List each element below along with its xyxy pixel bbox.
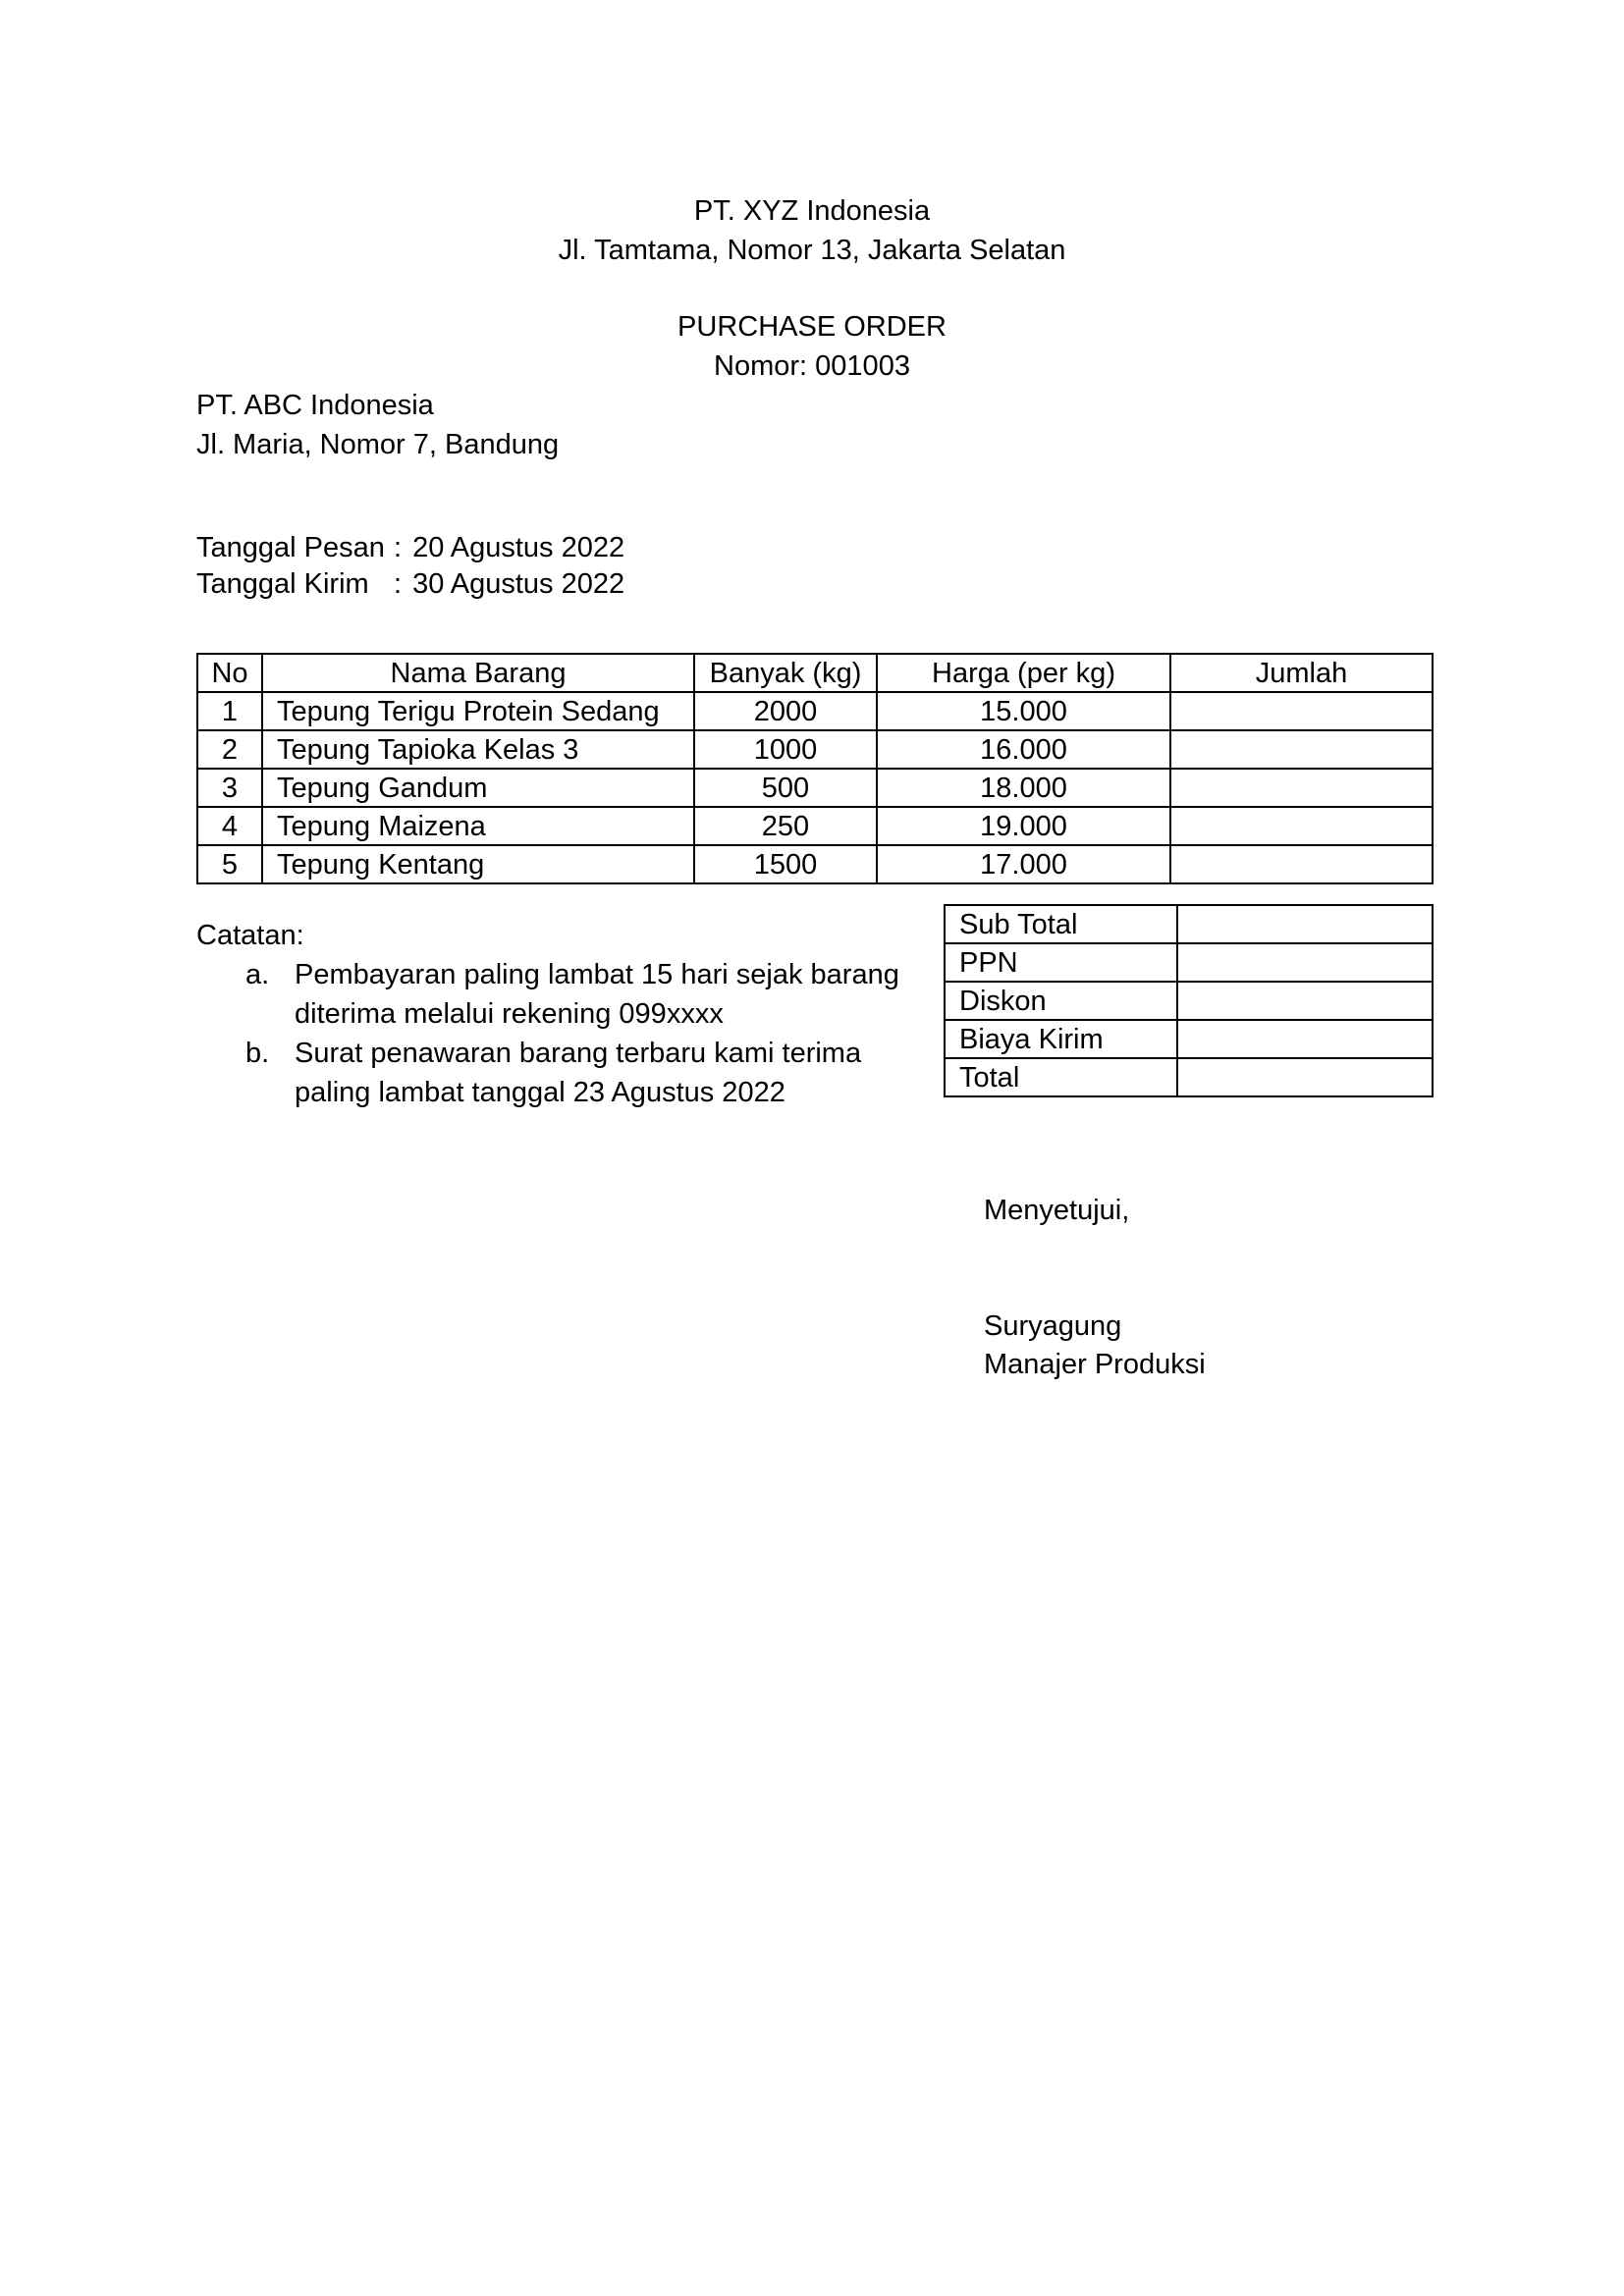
- note-marker: b.: [245, 1038, 270, 1069]
- items-cell-name: Tepung Kentang: [262, 845, 694, 883]
- items-table: [196, 653, 1434, 884]
- items-column-header: Banyak (kg): [694, 654, 877, 692]
- document-title: PURCHASE ORDER: [677, 311, 947, 343]
- items-cell-qty: 1500: [694, 845, 877, 883]
- signature-closing: Menyetujui,: [984, 1195, 1130, 1226]
- note-item: [245, 955, 903, 1034]
- date-row: [196, 530, 624, 566]
- items-column-header: No: [197, 654, 262, 692]
- document-title-block: [0, 307, 1624, 386]
- items-cell-name: Tepung Tapioka Kelas 3: [262, 730, 694, 769]
- items-table-row: [197, 807, 1433, 845]
- items-table-row: [197, 845, 1433, 883]
- summary-table-body: [945, 905, 1433, 1096]
- items-cell-total: [1170, 692, 1433, 730]
- items-cell-no: 3: [197, 769, 262, 807]
- summary-label: Diskon: [945, 982, 1177, 1020]
- summary-label: PPN: [945, 943, 1177, 982]
- items-cell-total: [1170, 769, 1433, 807]
- notes-list: [196, 955, 903, 1112]
- date-label: Tanggal Pesan: [196, 532, 385, 563]
- items-cell-name: Tepung Maizena: [262, 807, 694, 845]
- note-text-line: Surat penawaran barang terbaru kami terima: [295, 1038, 862, 1069]
- items-cell-name: Tepung Terigu Protein Sedang: [262, 692, 694, 730]
- items-table-row: [197, 769, 1433, 807]
- dates-block: [196, 530, 624, 603]
- summary-row: [945, 1058, 1433, 1096]
- note-text: [295, 955, 903, 1034]
- supplier-address: Jl. Maria, Nomor 7, Bandung: [196, 429, 560, 460]
- summary-value: [1177, 943, 1433, 982]
- note-text-line: Pembayaran paling lambat 15 hari sejak barang: [295, 959, 899, 990]
- notes-title: Catatan:: [196, 920, 304, 951]
- supplier-name: PT. ABC Indonesia: [196, 390, 434, 421]
- date-separator: :: [394, 568, 403, 600]
- summary-label: Sub Total: [945, 905, 1177, 943]
- items-cell-total: [1170, 730, 1433, 769]
- items-column-header: Jumlah: [1170, 654, 1433, 692]
- items-cell-no: 4: [197, 807, 262, 845]
- date-value: 30 Agustus 2022: [412, 568, 625, 600]
- summary-row: [945, 905, 1433, 943]
- items-cell-no: 1: [197, 692, 262, 730]
- note-marker: a.: [245, 959, 270, 990]
- items-header-row: [197, 654, 1433, 692]
- items-table-row: [197, 692, 1433, 730]
- items-cell-price: 18.000: [877, 769, 1170, 807]
- summary-value: [1177, 1020, 1433, 1058]
- date-label: Tanggal Kirim: [196, 568, 369, 600]
- company-header: [0, 191, 1624, 270]
- summary-label: Biaya Kirim: [945, 1020, 1177, 1058]
- items-table-body: [197, 692, 1433, 883]
- items-cell-qty: 2000: [694, 692, 877, 730]
- summary-row: [945, 943, 1433, 982]
- date-separator: :: [394, 532, 403, 563]
- items-cell-price: 15.000: [877, 692, 1170, 730]
- items-cell-qty: 500: [694, 769, 877, 807]
- summary-row: [945, 1020, 1433, 1058]
- summary-table: [944, 904, 1434, 1097]
- company-name: PT. XYZ Indonesia: [693, 195, 931, 227]
- items-cell-qty: 1000: [694, 730, 877, 769]
- items-cell-price: 19.000: [877, 807, 1170, 845]
- signature-block: [984, 1308, 1206, 1384]
- items-column-header: Harga (per kg): [877, 654, 1170, 692]
- signature-title: Manajer Produksi: [984, 1349, 1206, 1380]
- signature-name: Suryagung: [984, 1310, 1122, 1342]
- items-cell-no: 2: [197, 730, 262, 769]
- notes-block: [196, 916, 903, 1112]
- note-text: [295, 1034, 903, 1112]
- items-cell-qty: 250: [694, 807, 877, 845]
- date-value: 20 Agustus 2022: [412, 532, 625, 563]
- supplier-block: [196, 386, 559, 464]
- summary-value: [1177, 1058, 1433, 1096]
- items-cell-price: 16.000: [877, 730, 1170, 769]
- items-table-row: [197, 730, 1433, 769]
- items-cell-total: [1170, 845, 1433, 883]
- document-number: Nomor: 001003: [714, 350, 910, 382]
- summary-value: [1177, 905, 1433, 943]
- summary-row: [945, 982, 1433, 1020]
- items-cell-price: 17.000: [877, 845, 1170, 883]
- items-cell-name: Tepung Gandum: [262, 769, 694, 807]
- note-text-line: paling lambat tanggal 23 Agustus 2022: [295, 1077, 785, 1108]
- date-row: [196, 566, 624, 603]
- items-cell-total: [1170, 807, 1433, 845]
- items-column-header: Nama Barang: [262, 654, 694, 692]
- company-address: Jl. Tamtama, Nomor 13, Jakarta Selatan: [558, 235, 1066, 266]
- summary-value: [1177, 982, 1433, 1020]
- items-cell-no: 5: [197, 845, 262, 883]
- note-text-line: diterima melalui rekening 099xxxx: [295, 998, 724, 1030]
- summary-label: Total: [945, 1058, 1177, 1096]
- note-item: [245, 1034, 903, 1112]
